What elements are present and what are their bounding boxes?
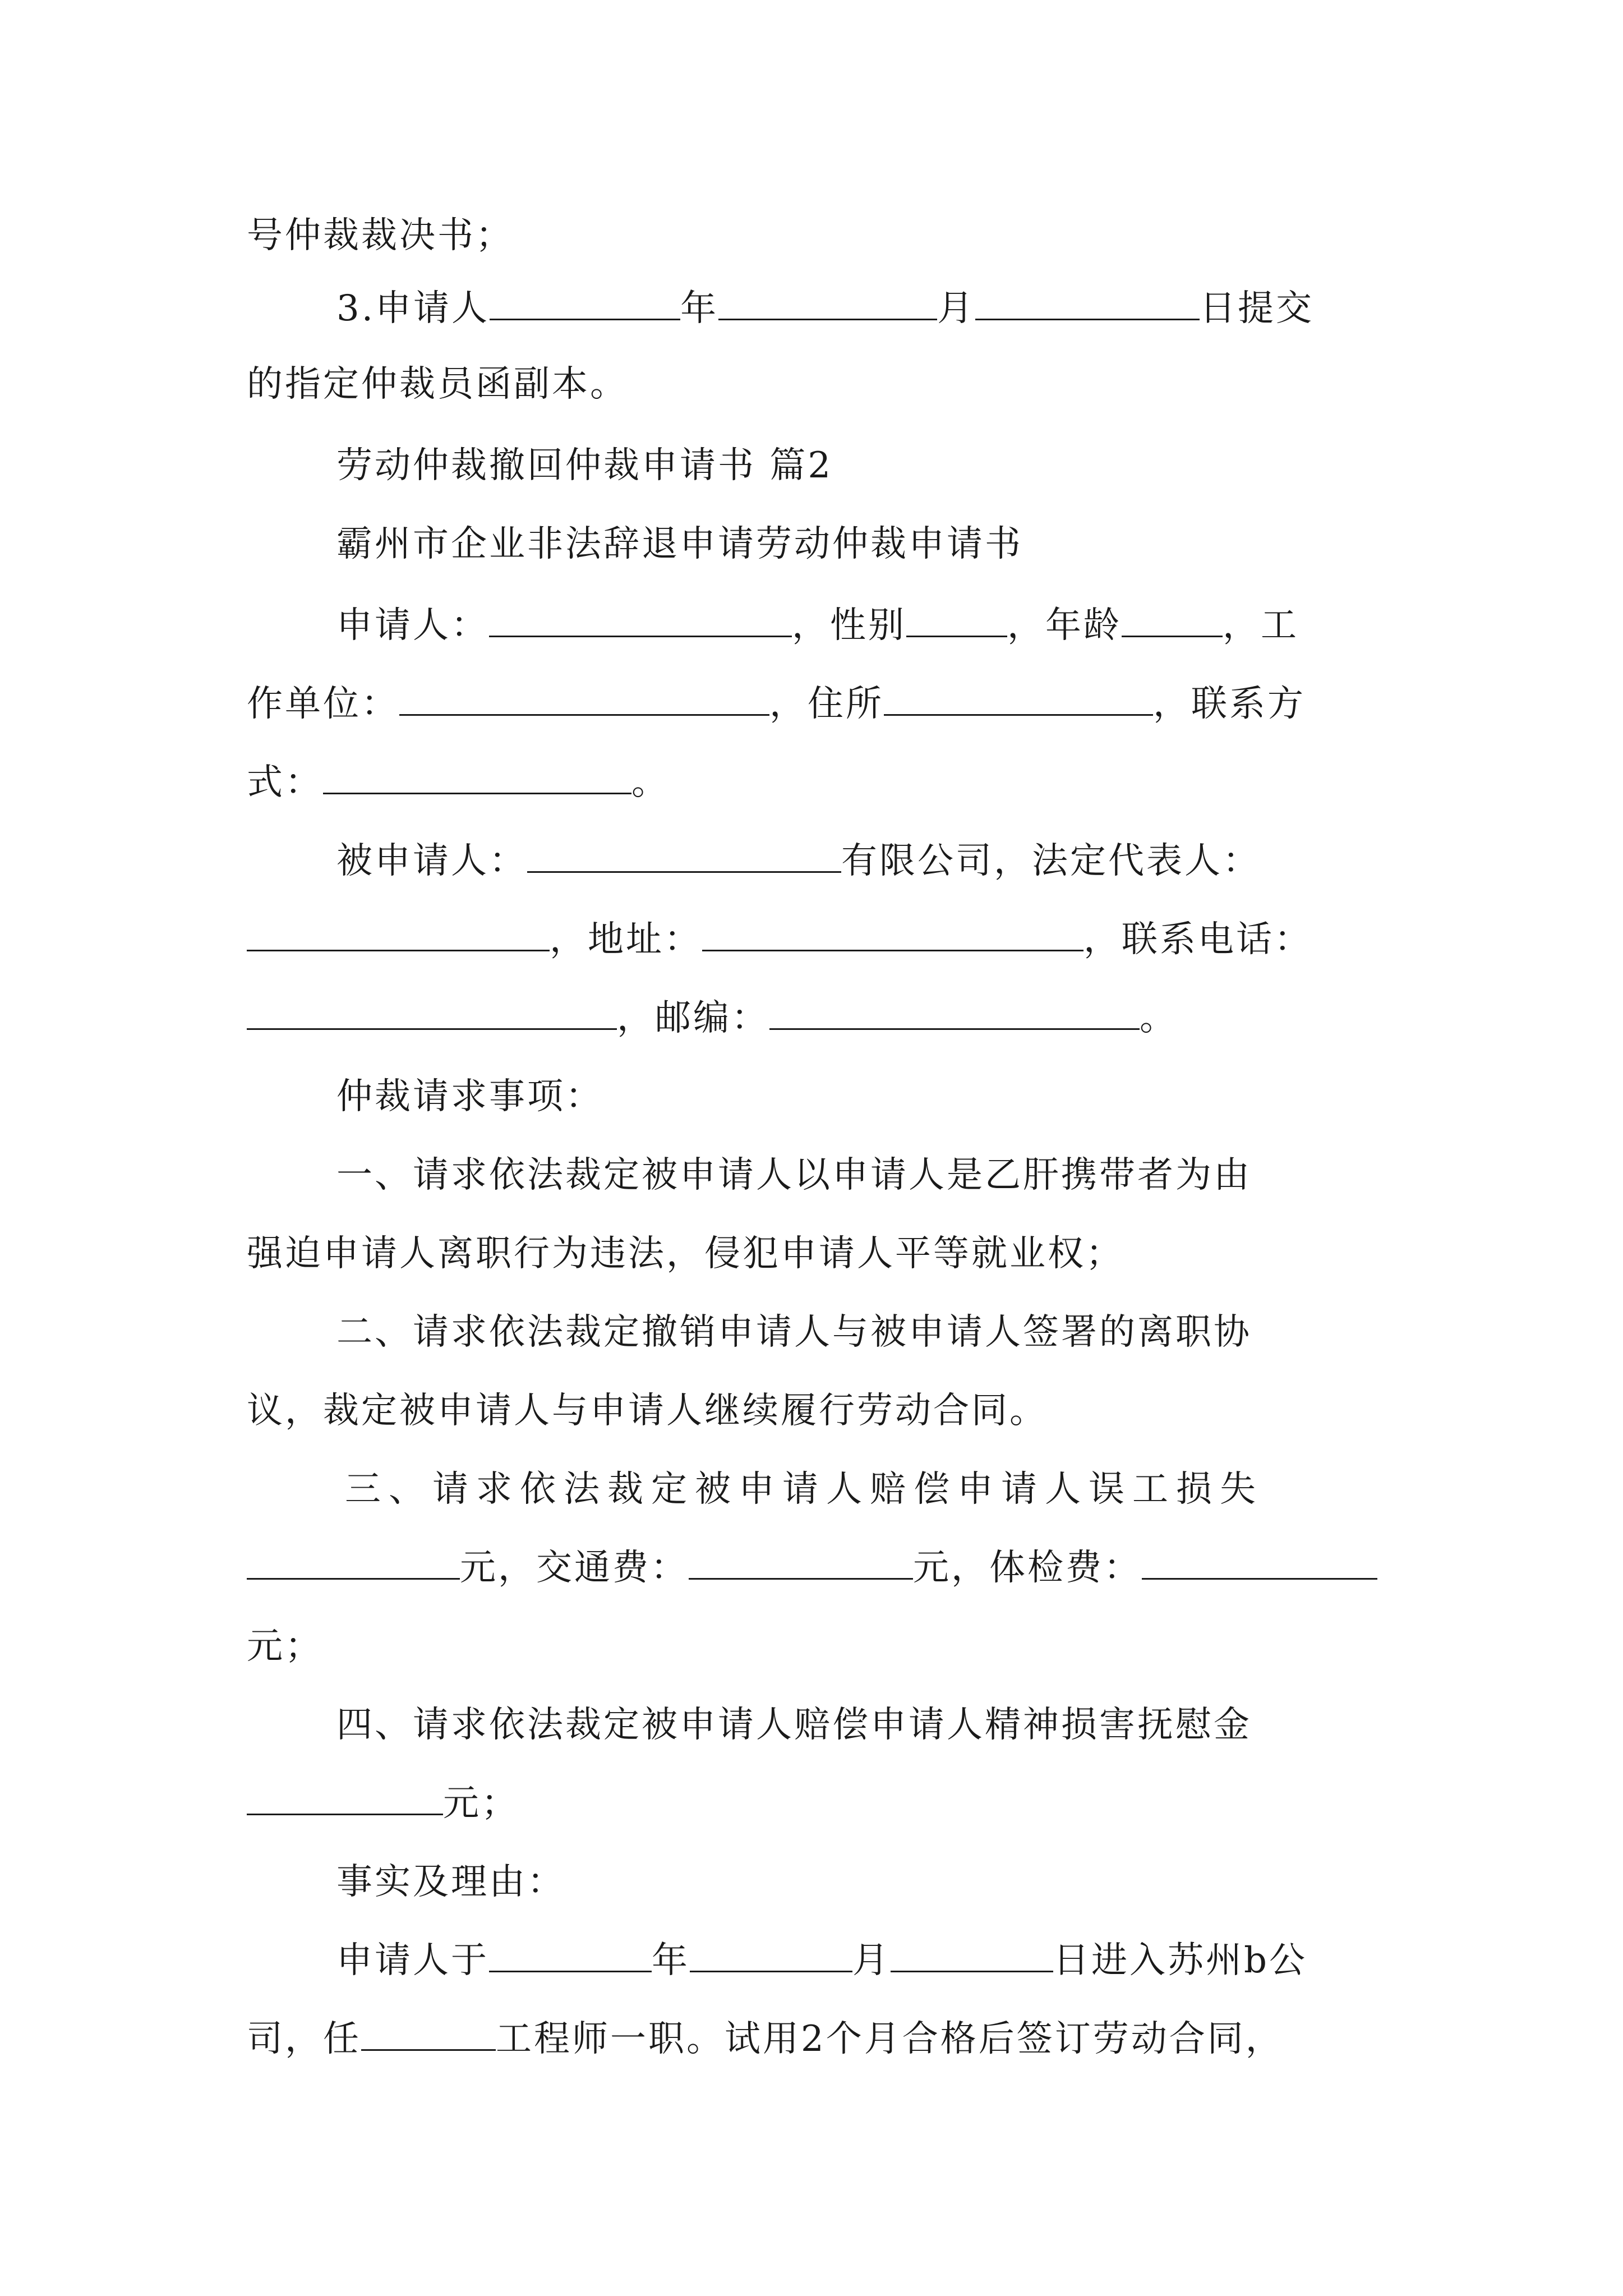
text: 年: [680, 288, 719, 329]
blank-field[interactable]: [490, 285, 680, 320]
text: ，工: [1223, 605, 1299, 646]
blank-field[interactable]: [247, 1780, 443, 1815]
text: ，住所: [769, 683, 884, 725]
text: 作单位：: [247, 683, 399, 725]
claim-3-amounts: [247, 1537, 1385, 1599]
line-contact: [247, 752, 1385, 813]
text: 元，体检费：: [913, 1547, 1142, 1589]
line-address: [247, 909, 1385, 970]
text: ，联系电话：: [1083, 919, 1312, 960]
line-2: [336, 278, 1385, 339]
claims-heading: [336, 1066, 1385, 1128]
facts-line-2: [247, 2008, 1385, 2070]
text: 被申请人：: [336, 840, 527, 882]
text: 工程师一职。试用2个月合格后签订劳动合同，: [496, 2018, 1284, 2060]
text: 三、请求依法裁定被申请人赔偿申请人误工损失: [345, 1469, 1264, 1510]
blank-field[interactable]: [489, 602, 792, 637]
text: ，性别: [792, 605, 906, 646]
line-postcode: [247, 987, 1385, 1049]
claim-4-amount: [247, 1773, 1385, 1834]
blank-field[interactable]: [399, 680, 769, 716]
blank-field[interactable]: [690, 1937, 852, 1972]
claim-2-cont: [247, 1380, 1385, 1442]
facts-line-1: [336, 1930, 1385, 1991]
blank-field[interactable]: [906, 602, 1007, 637]
text: 号仲裁裁决书；: [247, 215, 514, 256]
text: 四、请求依法裁定被申请人赔偿申请人精神损害抚慰金: [336, 1704, 1252, 1746]
text: 劳动仲裁撤回仲裁申请书 篇2: [336, 445, 833, 486]
blank-field[interactable]: [891, 1937, 1053, 1972]
text: 的指定仲裁员函副本。: [247, 364, 628, 405]
text: 二、请求依法裁定撤销申请人与被申请人签署的离职协: [336, 1312, 1252, 1353]
line-applicant: [336, 595, 1385, 656]
text: 申请人于: [336, 1940, 489, 1981]
text: 元；: [443, 1783, 519, 1824]
text: 议，裁定被申请人与申请人继续履行劳动合同。: [247, 1390, 1048, 1432]
text: 月: [937, 288, 976, 329]
line-respondent: [336, 830, 1385, 892]
blank-field[interactable]: [361, 2016, 496, 2051]
blank-field[interactable]: [689, 1544, 913, 1580]
text: ，地址：: [550, 919, 702, 960]
claim-1-cont: [247, 1223, 1385, 1285]
text: 一、请求依法裁定被申请人以申请人是乙肝携带者为由: [336, 1154, 1252, 1196]
claim-3-end: [247, 1616, 1385, 1677]
blank-field[interactable]: [247, 916, 550, 951]
text: 月: [852, 1940, 891, 1981]
text: 元，交通费：: [460, 1547, 689, 1589]
blank-field[interactable]: [489, 1937, 652, 1972]
text: 司，任: [247, 2018, 361, 2060]
claim-4: [336, 1694, 1385, 1756]
text: 。: [1140, 997, 1178, 1039]
claim-1: [336, 1144, 1385, 1206]
text: 元；: [247, 1626, 323, 1667]
claim-2: [336, 1301, 1385, 1363]
text: ，年龄: [1007, 605, 1122, 646]
claim-3: [345, 1458, 1385, 1520]
text: 申请人：: [336, 605, 489, 646]
text: 。: [631, 762, 670, 803]
text: 仲裁请求事项：: [336, 1076, 603, 1117]
blank-field[interactable]: [769, 995, 1140, 1030]
text: 有限公司，法定代表人：: [841, 840, 1261, 882]
blank-field[interactable]: [975, 285, 1200, 320]
document-title: [336, 513, 1385, 575]
text: ，邮编：: [617, 997, 769, 1039]
blank-field[interactable]: [323, 759, 631, 794]
text: 3.申请人: [336, 288, 490, 329]
blank-field[interactable]: [247, 1544, 460, 1580]
line-1: [247, 205, 1385, 266]
text: 强迫申请人离职行为违法，侵犯申请人平等就业权；: [247, 1233, 1124, 1274]
blank-field[interactable]: [247, 995, 617, 1030]
text: 式：: [247, 762, 323, 803]
text: 日进入苏州b公: [1053, 1940, 1307, 1981]
text: 事实及理由：: [336, 1861, 565, 1903]
text: 年: [652, 1940, 690, 1981]
text: 日提交: [1200, 288, 1315, 329]
section-title: [336, 435, 1385, 496]
blank-field[interactable]: [718, 285, 937, 320]
blank-field[interactable]: [884, 680, 1153, 716]
line-work-unit: [247, 673, 1385, 735]
blank-field[interactable]: [1142, 1544, 1377, 1580]
blank-field[interactable]: [527, 838, 841, 873]
text: ，联系方: [1153, 683, 1306, 725]
facts-heading: [336, 1851, 1385, 1913]
blank-field[interactable]: [702, 916, 1083, 951]
text: 霸州市企业非法辞退申请劳动仲裁申请书: [336, 523, 1023, 565]
blank-field[interactable]: [1122, 602, 1223, 637]
line-3: [247, 353, 1385, 415]
